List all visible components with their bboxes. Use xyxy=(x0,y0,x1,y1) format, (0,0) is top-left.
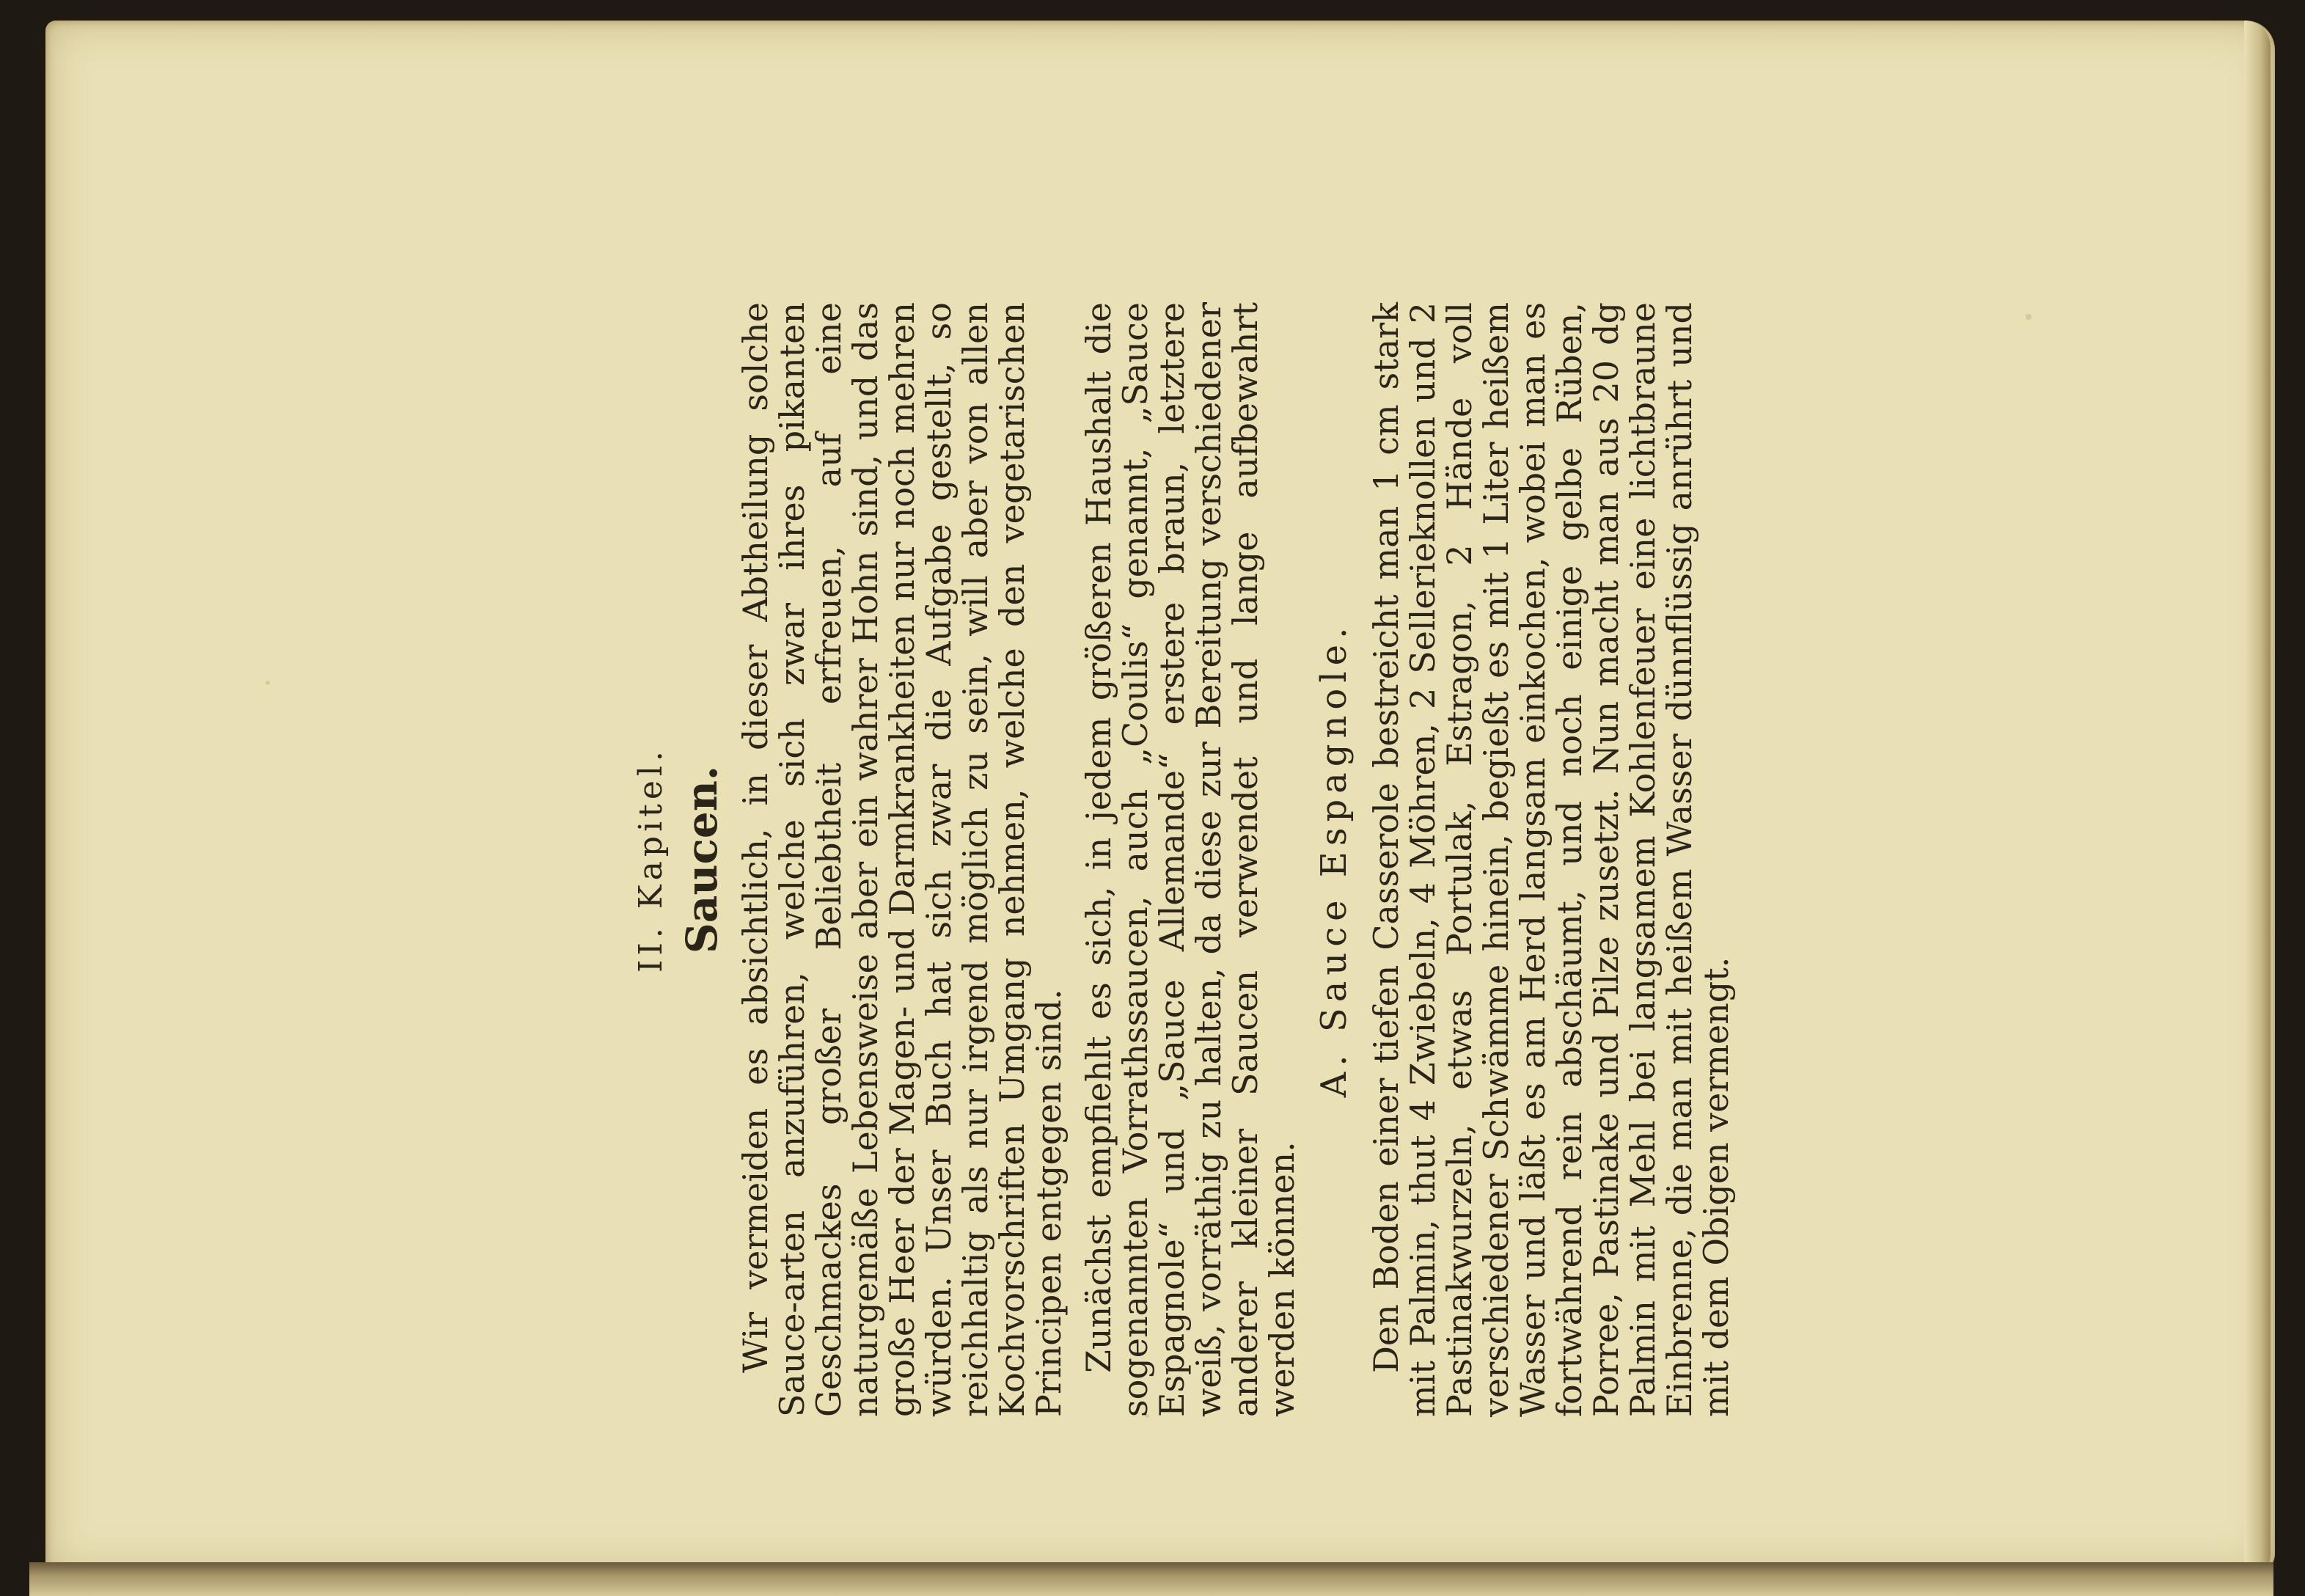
section-heading: A. Sauce Espagnole. xyxy=(1313,621,1355,1098)
rotated-text-block xyxy=(603,280,2040,1439)
paper-speckle xyxy=(265,681,270,685)
page-edge xyxy=(2244,21,2271,1575)
paragraph: Zunächst empfiehlt es sich, in jedem größeren Haushalt die sogenannten Vorrathssaucen, auch „Coulis“ genannt, „Sauce Espagnole“ und „Sauce Allemande“ erstere braun, letztere weiß, vorräthig zu halten, da diese zur Bereitung verschiedener anderer kleiner Saucen verwendet und lange aufbewahrt werden können. xyxy=(1079,302,1302,1417)
page-title: Saucen. xyxy=(677,765,727,954)
chapter-heading: II. Kapitel. xyxy=(632,747,670,973)
paragraph: Wir vermeiden es absichtlich, in dieser Abtheilung solche Sauce-arten anzuführen, welche sich zwar ihres pikanten Geschmackes großer Beliebtheit erfreuen, auf eine naturgemäße Lebensweise aber ein wahrer Hohn sind, und das große Heer der Magen- und Darmkrankheiten nur noch mehren würden. Unser Buch hat sich zwar die Aufgabe gestellt, so reichhaltig als nur irgend möglich zu sein, will aber von allen Kochvorschriften Umgang nehmen, welche den vegetarischen Principen entgegen sind. xyxy=(736,302,1069,1417)
page-content xyxy=(603,280,2040,1439)
recipe-paragraph: Den Boden einer tiefen Casserole bestreicht man 1 cm stark mit Palmin, thut 4 Zwiebeln, 4 Möhren, 2 Sellerieknollen und 2 Pastinakwurzeln, etwas Portulak, Estragon, 2 Hände voll verschiedener Schwämme hinein, begießt es mit 1 Liter heißem Wasser und läßt es am Herd langsam einkochen, wobei man es fortwährend rein abschäumt, und noch einige gelbe Rüben, Porree, Pastinake und Pilze zusetzt. Nun macht man aus 20 dg Palmin mit Mehl bei langsamem Kohlenfeuer eine lichtbraune Einbrenne, die man mit heißem Wasser dünnflüssig anrührt und mit dem Obigen vermengt. xyxy=(1366,302,1736,1417)
book-spine-edge xyxy=(29,1562,2273,1596)
book-page xyxy=(45,21,2275,1575)
